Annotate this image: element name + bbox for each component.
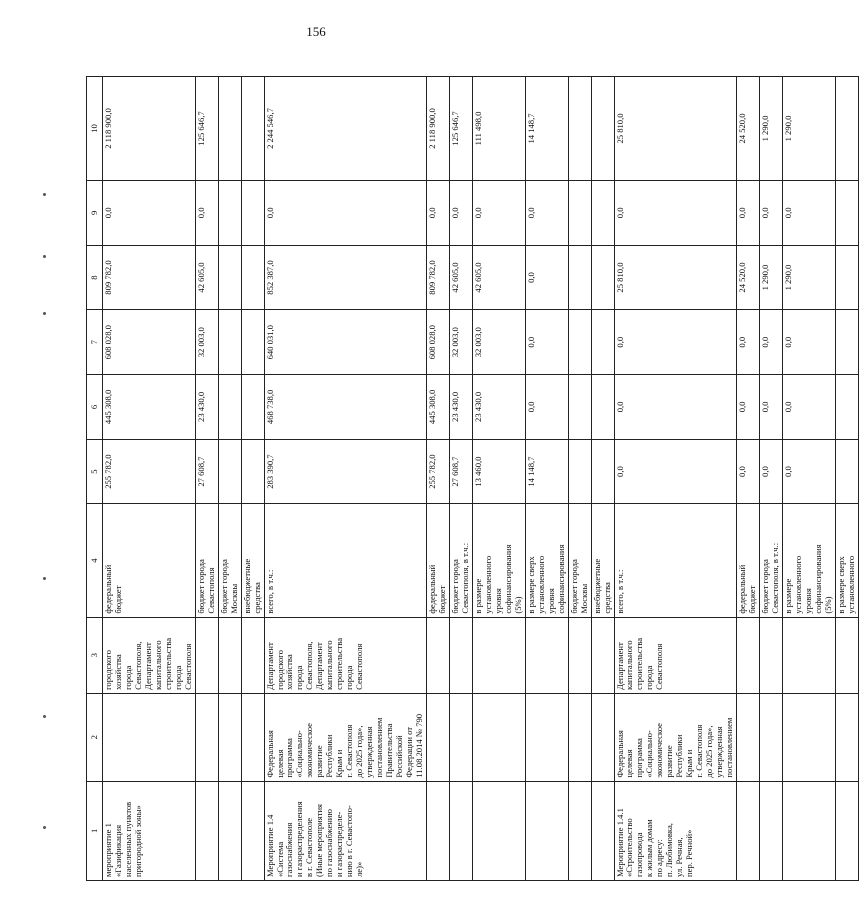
column-number: 5 [87, 439, 103, 504]
table-cell [591, 181, 614, 246]
table-cell [427, 617, 450, 693]
table-cell: 809 782,0 [427, 245, 450, 310]
table-cell: 0,0 [737, 310, 760, 375]
table-cell [783, 617, 836, 693]
table-cell: 42 605,0 [449, 245, 472, 310]
table-cell: бюджет города Москвы [568, 504, 591, 617]
table-cell: Мероприятие 1.4.1 «Строительство газопровода к жилым домам по адресу: п. Любимовка, ул. Речная, пер. Речной» [614, 781, 737, 880]
table-cell [591, 245, 614, 310]
table-cell: 0,0 [525, 181, 568, 246]
table-cell [241, 617, 264, 693]
column-number: 7 [87, 310, 103, 375]
table-cell: 0,0 [614, 310, 737, 375]
table-cell: 445 308,0 [427, 375, 450, 440]
table-cell: 14 148,7 [525, 439, 568, 504]
table-cell [241, 77, 264, 181]
table-cell: 25 810,0 [614, 245, 737, 310]
table-cell [835, 310, 858, 375]
table-cell [449, 617, 472, 693]
table-cell [195, 693, 218, 781]
table-cell: 23 430,0 [449, 375, 472, 440]
table-cell [835, 617, 858, 693]
scan-speck [43, 577, 46, 580]
table-cell: 0,0 [760, 439, 783, 504]
table-cell: Мероприятие 1.4 «Система газоснабжения и газораспределения в г. Севастополе (Иные мероприятия по газоснабжению и газораспределе- нию в г. Севастопо- ле)» [264, 781, 427, 880]
table-cell: Федеральная целевая программа «Социально- экономическое развитие Республики Крым и г. Севастополя до 2025 года», утвержденная постановлением [614, 693, 737, 781]
column-number: 1 [87, 781, 103, 880]
table-cell: бюджет города Севастополя, в т.ч.: [760, 504, 783, 617]
table-row [591, 77, 614, 881]
table-cell [760, 693, 783, 781]
table-cell [525, 693, 568, 781]
table-cell: федеральный бюджет [737, 504, 760, 617]
table-cell: 0,0 [103, 181, 196, 246]
column-number: 2 [87, 693, 103, 781]
table-row [614, 77, 737, 881]
table-cell: 0,0 [614, 181, 737, 246]
column-number: 3 [87, 617, 103, 693]
table-cell [241, 375, 264, 440]
table-cell: бюджет города Москвы [218, 504, 241, 617]
table-cell [568, 439, 591, 504]
table-cell [427, 693, 450, 781]
table-cell: 27 608,7 [449, 439, 472, 504]
table-cell [241, 781, 264, 880]
table-cell: 0,0 [783, 310, 836, 375]
table-cell [568, 245, 591, 310]
table-cell [835, 439, 858, 504]
table-cell: 0,0 [427, 181, 450, 246]
table-cell [449, 693, 472, 781]
table-cell: 14 148,7 [525, 77, 568, 181]
table-cell [195, 781, 218, 880]
column-number: 9 [87, 181, 103, 246]
table-cell [737, 617, 760, 693]
table-cell: 1 290,0 [783, 77, 836, 181]
table-cell: 111 498,0 [472, 77, 525, 181]
table-cell: 809 782,0 [103, 245, 196, 310]
table-cell: 25 810,0 [614, 77, 737, 181]
table-cell: 0,0 [783, 181, 836, 246]
table-cell: Департамент городского хозяйства города Севастополя, Департамент капитального строительства города Севастополя [264, 617, 427, 693]
table-cell [591, 375, 614, 440]
table-cell: в размере сверх установленного [835, 504, 858, 617]
table-cell [591, 310, 614, 375]
table-cell [568, 310, 591, 375]
table-cell [591, 77, 614, 181]
table-cell [241, 181, 264, 246]
table-cell [218, 310, 241, 375]
table-row [568, 77, 591, 881]
table-row [737, 77, 760, 881]
table-cell: 0,0 [760, 375, 783, 440]
table-row [449, 77, 472, 881]
table-cell: 0,0 [195, 181, 218, 246]
column-number: 8 [87, 245, 103, 310]
table-cell: 468 738,0 [264, 375, 427, 440]
table-cell: 0,0 [783, 439, 836, 504]
table-cell: мероприятие 1 «Газификация населенных пунктов пригородной зоны» [103, 781, 196, 880]
table-cell: 445 308,0 [103, 375, 196, 440]
table-cell [218, 781, 241, 880]
table-cell [218, 693, 241, 781]
table-cell [449, 781, 472, 880]
table-row [241, 77, 264, 881]
table-cell: 0,0 [525, 375, 568, 440]
table-cell [568, 77, 591, 181]
table-cell [472, 693, 525, 781]
scan-speck [43, 715, 46, 718]
table-cell: 23 430,0 [472, 375, 525, 440]
table-cell [568, 693, 591, 781]
table-cell: 255 782,0 [427, 439, 450, 504]
table-row [218, 77, 241, 881]
table-cell: 0,0 [783, 375, 836, 440]
table-cell: 32 003,0 [472, 310, 525, 375]
table-cell [525, 617, 568, 693]
table-cell [591, 439, 614, 504]
scan-speck [43, 193, 46, 196]
table-cell [783, 693, 836, 781]
table-cell [737, 693, 760, 781]
table-cell: 42 605,0 [472, 245, 525, 310]
table-cell [591, 617, 614, 693]
table-cell: 0,0 [614, 439, 737, 504]
table-cell: всего, в т.ч.: [614, 504, 737, 617]
table-cell [568, 617, 591, 693]
scan-speck [43, 312, 46, 315]
table-cell: 125 646,7 [449, 77, 472, 181]
table-cell: 2 118 900,0 [427, 77, 450, 181]
table-body [87, 77, 859, 881]
table-cell [591, 693, 614, 781]
table-cell [427, 781, 450, 880]
table-cell: городского хозяйства города Севастополя, Департамент капитального строительства города Севастополя [103, 617, 196, 693]
scan-speck [43, 826, 46, 829]
table-cell [241, 693, 264, 781]
table-cell: бюджет города Севастополя, в т.ч.: [449, 504, 472, 617]
table-cell: федеральный бюджет [103, 504, 196, 617]
table-cell: 2 118 900,0 [103, 77, 196, 181]
scan-speck [43, 255, 46, 258]
table-cell: 0,0 [264, 181, 427, 246]
table-cell: федеральный бюджет [427, 504, 450, 617]
table-cell [472, 617, 525, 693]
column-number: 4 [87, 504, 103, 617]
table-cell: 640 031,0 [264, 310, 427, 375]
table-cell [103, 693, 196, 781]
page-number: 156 [306, 24, 326, 39]
table-cell: 608 028,0 [103, 310, 196, 375]
table-cell: в размере установленного уровня софинансирования (5%) [472, 504, 525, 617]
table-cell [568, 375, 591, 440]
table-cell [783, 781, 836, 880]
table-cell: 23 430,0 [195, 375, 218, 440]
table-row [472, 77, 525, 881]
table-row [783, 77, 836, 881]
table-cell: Федеральная целевая программа «Социально- экономическое развитие Республики Крым и г. Севастополя до 2025 года», утвержденная постановлением Правительства Российской Федерации от 11.08.2014 № 790 [264, 693, 427, 781]
table-cell [218, 77, 241, 181]
table-row [195, 77, 218, 881]
table-cell [218, 439, 241, 504]
table-cell: 283 390,7 [264, 439, 427, 504]
table-cell [568, 181, 591, 246]
table-cell: Департамент капитального строительства города Севастополя [614, 617, 737, 693]
table-row [103, 77, 196, 881]
table-cell: 0,0 [737, 439, 760, 504]
table-row [525, 77, 568, 881]
table-cell: 1 290,0 [783, 245, 836, 310]
table-cell [218, 375, 241, 440]
table-cell: 0,0 [760, 310, 783, 375]
table-cell [241, 245, 264, 310]
table-cell: 0,0 [449, 181, 472, 246]
table-cell [472, 781, 525, 880]
column-number: 10 [87, 77, 103, 181]
table-cell: 0,0 [525, 310, 568, 375]
column-number-row [87, 77, 103, 881]
table-cell [218, 245, 241, 310]
table-cell [835, 77, 858, 181]
table-cell: 42 605,0 [195, 245, 218, 310]
table-cell [218, 181, 241, 246]
table-cell: 0,0 [525, 245, 568, 310]
table-cell: 608 028,0 [427, 310, 450, 375]
table-cell: 24 520,0 [737, 245, 760, 310]
table-row [427, 77, 450, 881]
table-cell: в размере сверх установленного уровня софинансирования [525, 504, 568, 617]
table-cell: 852 387,0 [264, 245, 427, 310]
table-cell [835, 781, 858, 880]
budget-table [86, 76, 859, 881]
table-cell: внебюджетные средства [591, 504, 614, 617]
table-cell: 24 520,0 [737, 77, 760, 181]
table-cell [835, 181, 858, 246]
table-cell: 1 290,0 [760, 77, 783, 181]
table-cell: внебюджетные средства [241, 504, 264, 617]
column-number: 6 [87, 375, 103, 440]
rotated-table-wrapper [86, 76, 856, 881]
table-cell: 13 460,0 [472, 439, 525, 504]
table-cell: 32 003,0 [449, 310, 472, 375]
table-cell: 0,0 [737, 375, 760, 440]
table-cell: 1 290,0 [760, 245, 783, 310]
table-cell: 0,0 [737, 181, 760, 246]
table-cell: 27 608,7 [195, 439, 218, 504]
table-cell: в размере установленного уровня софинансирования (5%) [783, 504, 836, 617]
table-cell [241, 439, 264, 504]
table-cell: бюджет города Севастополя [195, 504, 218, 617]
table-cell [760, 617, 783, 693]
table-cell: 125 646,7 [195, 77, 218, 181]
table-cell [835, 693, 858, 781]
table-cell [835, 245, 858, 310]
table-cell: 255 782,0 [103, 439, 196, 504]
table-cell [195, 617, 218, 693]
table-cell: 32 003,0 [195, 310, 218, 375]
table-cell: всего, в т.ч.: [264, 504, 427, 617]
table-row [264, 77, 427, 881]
table-cell [525, 781, 568, 880]
table-cell: 0,0 [472, 181, 525, 246]
table-cell [241, 310, 264, 375]
table-cell: 0,0 [760, 181, 783, 246]
table-cell [218, 617, 241, 693]
table-cell [591, 781, 614, 880]
table-cell: 2 244 546,7 [264, 77, 427, 181]
table-cell [835, 375, 858, 440]
table-cell: 0,0 [614, 375, 737, 440]
table-cell [568, 781, 591, 880]
table-row [760, 77, 783, 881]
table-cell [760, 781, 783, 880]
table-cell [737, 781, 760, 880]
table-row [835, 77, 858, 881]
